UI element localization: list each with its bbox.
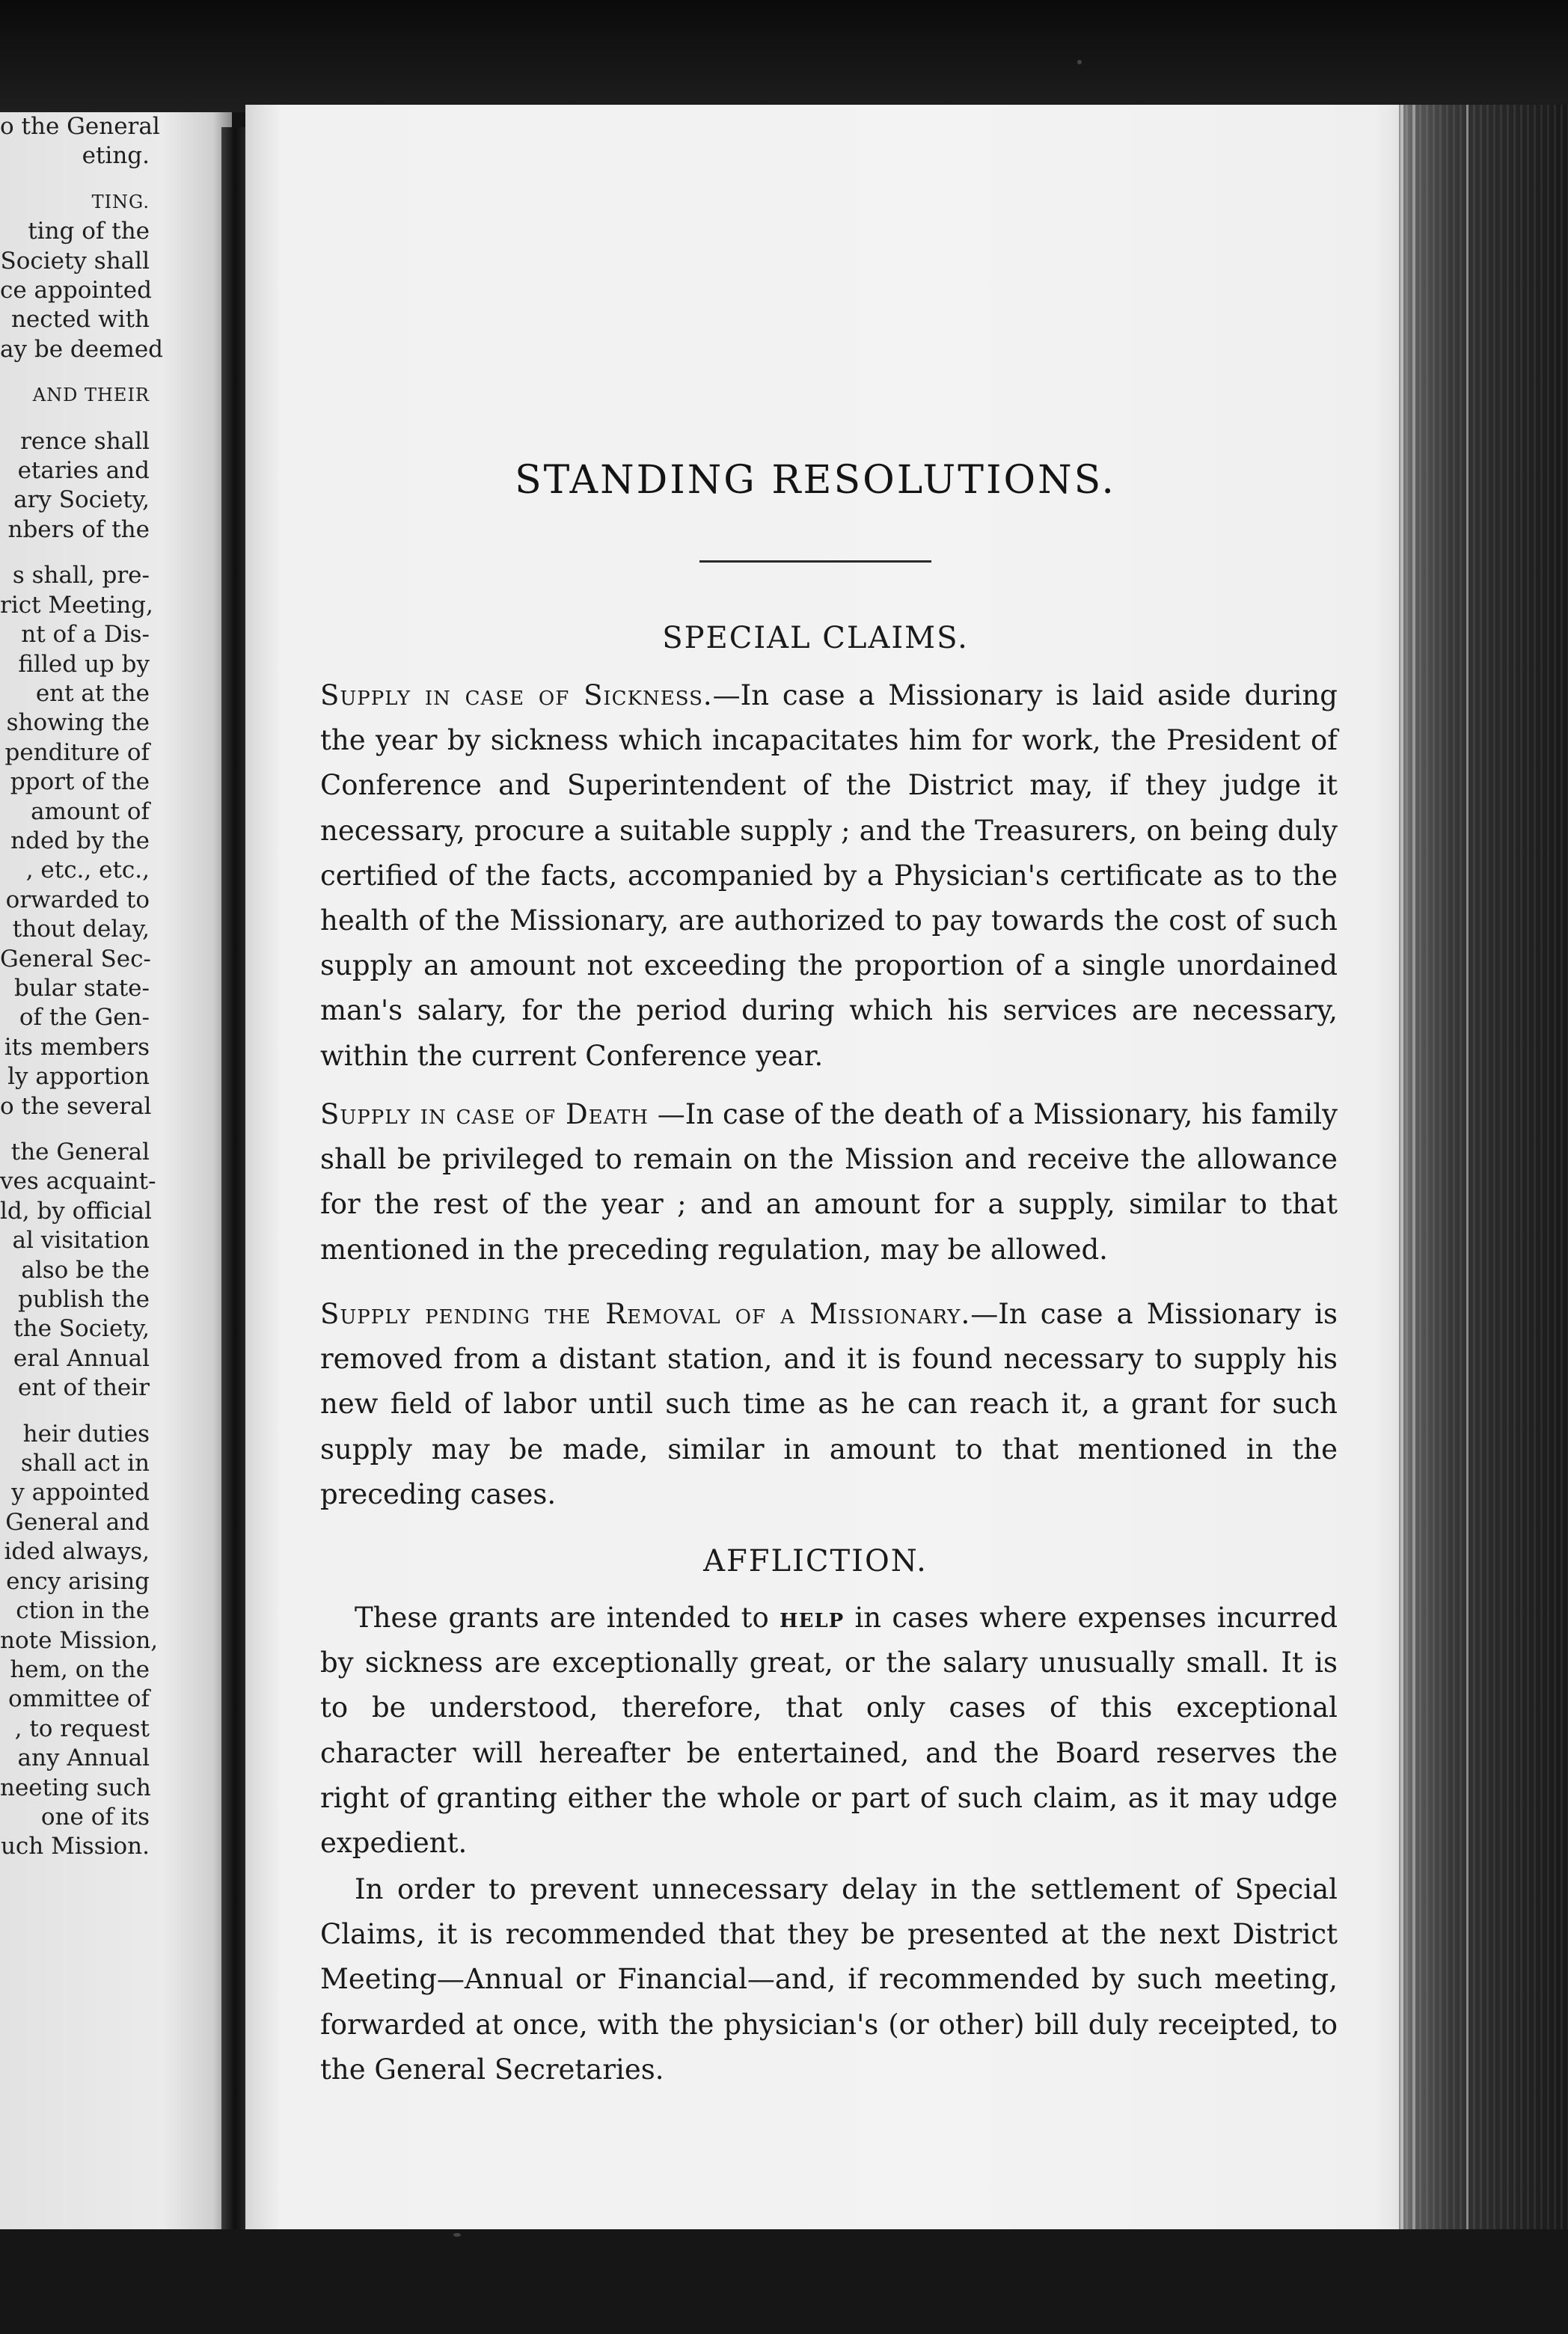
facing-page-line: o the several (0, 1092, 152, 1120)
facing-page-line: uch Mission. (0, 1833, 150, 1860)
paragraph-body: —In case a Missionary is removed from a distant station, and it is found necessary to supply his new field of labor until such time as he can reach it, a grant for such supply may be made, similar in amount to that mentioned in the preceding cases. (320, 1298, 1338, 1510)
paragraph-sickness (320, 673, 1338, 1079)
facing-page-line: ves acquaint- (0, 1168, 156, 1195)
facing-page-line: Society shall (0, 247, 150, 275)
facing-page-line: note Mission, (0, 1626, 159, 1654)
facing-page-line: s shall, pre- (12, 562, 150, 589)
facing-page-line: hem, on the (10, 1655, 150, 1683)
facing-page-line: o the General (0, 113, 160, 140)
paragraph-body: —In case of the death of a Missionary, his family shall be privileged to remain on the Mission and receive the allowance for the rest of the year ; and an amount for a supply, similar to that mentioned in the preceding regulation, may be allowed. (320, 1098, 1338, 1266)
scan-speck (453, 2233, 461, 2237)
facing-page-line: one of its (40, 1803, 150, 1831)
facing-page-line: nbers of the (7, 515, 150, 543)
facing-page-line: showing the (6, 709, 150, 737)
book-gutter (221, 127, 248, 2229)
facing-page-line: nded by the (10, 827, 150, 854)
facing-page-line: heir duties (22, 1420, 150, 1448)
facing-page-line: ency arising (6, 1567, 150, 1595)
facing-page-line: its members (4, 1033, 150, 1061)
page-edge-line (1400, 105, 1403, 2229)
scan-top-border (0, 0, 1568, 112)
facing-page-line: the General (10, 1139, 150, 1166)
facing-page-line: pport of the (10, 768, 150, 796)
facing-page-line: publish the (18, 1286, 150, 1314)
facing-page-line: shall act in (20, 1450, 150, 1477)
facing-page-line: al visitation (12, 1227, 150, 1255)
paragraph-body: These grants are intended to (355, 1602, 780, 1634)
facing-page-line: the Society, (13, 1315, 150, 1343)
page-title: STANDING RESOLUTIONS. (515, 458, 1116, 503)
page-edge-line (1412, 105, 1415, 2229)
facing-page-line: ommittee of (8, 1685, 150, 1713)
facing-page-line: ly apportion (7, 1063, 150, 1091)
facing-page-left (0, 112, 232, 2229)
paragraph-affliction-grants (320, 1595, 1338, 1866)
paragraph-lead: Supply pending the Removal of a Missionary. (320, 1298, 971, 1330)
facing-page-line: any Annual (17, 1745, 150, 1772)
paragraph-body: —In case a Missionary is laid aside during the year by sickness which incapacitates him for work, the President of Conference and Superintendent of the District may, if they judge it necessary, procure a suitable supply ; and the Treasurers, on being duly certified of the facts, accompanied by a Physician's certificate as to the health of the Missionary, are authorized to pay towards the cost of such supply an amount not exceeding the proportion of a single unordained man's salary, for the period during which his services are necessary, within the current Conference year. (320, 679, 1338, 1072)
facing-page-line: ction in the (16, 1597, 150, 1625)
paragraph-lead: Supply in case of Death (320, 1098, 649, 1130)
facing-page-line: bular state- (13, 974, 150, 1002)
facing-page-line: ay be deemed (0, 335, 164, 363)
facing-page-line: , etc., etc., (25, 857, 150, 884)
facing-page-line: ent of their (17, 1374, 150, 1402)
facing-page-line: AND THEIR (32, 385, 150, 406)
paragraph-affliction-delay: In order to prevent unnecessary delay in the settlement of Special Claims, it is recommended that they be presented at the next District Meeting—Annual or Financial—and, if recommended by such meeting, forwarded at once, with the physician's (or other) bill duly receipted, to the General Secretaries. (320, 1873, 1338, 2086)
facing-page-line: ided always, (4, 1538, 150, 1566)
facing-page-line: of the Gen- (19, 1004, 150, 1032)
facing-page-line: etaries and (17, 457, 150, 485)
facing-page-line: eral Annual (13, 1344, 150, 1372)
facing-page-line: rence shall (20, 427, 150, 455)
paragraph-death (320, 1092, 1338, 1272)
facing-page-line: filled up by (18, 650, 150, 678)
facing-page-line: nected with (10, 306, 150, 334)
section-heading-affliction: AFFLICTION. (703, 1544, 928, 1578)
facing-page-line: ary Society, (13, 486, 150, 514)
facing-page-line: TING. (91, 191, 150, 212)
facing-page-line: eting. (82, 142, 150, 170)
marbled-fore-edge (1399, 105, 1568, 2229)
facing-page-line: ce appointed (0, 277, 152, 304)
paragraph-removal (320, 1292, 1338, 1517)
facing-page-line: amount of (31, 797, 150, 825)
facing-page-line: orwarded to (5, 886, 150, 913)
facing-page-line: , to request (14, 1715, 150, 1742)
scan-bottom-border (0, 2229, 1568, 2334)
section-heading-special-claims: SPECIAL CLAIMS. (662, 621, 969, 655)
facing-page-line: thout delay, (12, 916, 150, 943)
facing-page-text (0, 112, 164, 1862)
facing-page-line: General Sec- (0, 945, 151, 972)
facing-page-line: neeting such (0, 1774, 151, 1801)
facing-page-line: rict Meeting, (0, 591, 153, 619)
facing-page-line: General and (5, 1508, 150, 1536)
facing-page-line: penditure of (4, 738, 150, 766)
page-edge-line (1466, 105, 1469, 2229)
paragraph-lead: Supply in case of Sickness. (320, 679, 713, 711)
facing-page-line: nt of a Dis- (21, 621, 150, 649)
facing-page-line: ld, by official (0, 1197, 152, 1225)
title-rule (699, 560, 931, 563)
paragraph-body: in cases where expenses incurred by sickness are exceptionally great, or the salary unusually small. It is to be understood, therefore, that only cases of this exceptional character will hereafter be entertained, and the Board reserves the right of granting either the whole or part of such claim, as it may udge expedient. (320, 1602, 1338, 1860)
scan-speck (1077, 60, 1082, 64)
emphasis-help: help (780, 1601, 845, 1634)
facing-page-line: ting of the (28, 218, 150, 245)
facing-page-line: ent at the (35, 679, 150, 707)
facing-page-line: y appointed (11, 1479, 150, 1507)
facing-page-line: also be the (21, 1256, 150, 1284)
